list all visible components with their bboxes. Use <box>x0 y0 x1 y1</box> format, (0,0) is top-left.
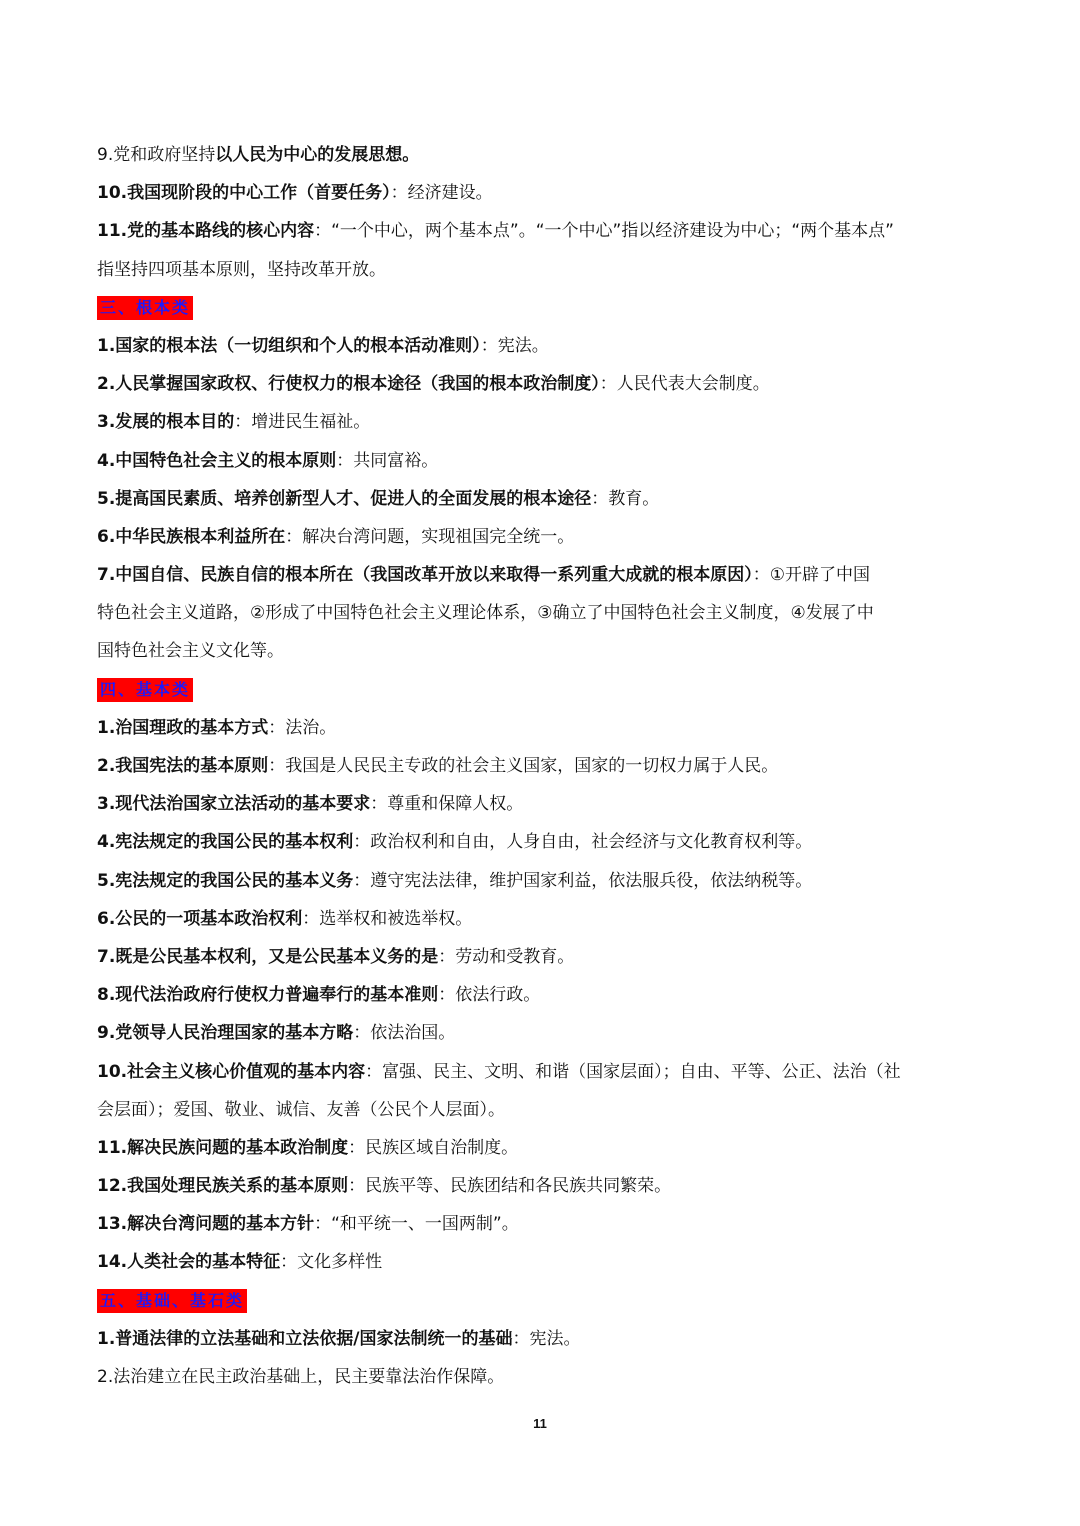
item-text: 9.党和政府坚持 <box>97 145 216 165</box>
text-line <box>97 900 987 938</box>
item-term: 1.治国理政的基本方式 <box>97 717 269 738</box>
item-term: 5.提高国民素质、培养创新型人才、促进人的全面发展的根本途径 <box>97 488 592 509</box>
item-term: 1.国家的根本法（一切组织和个人的根本活动准则） <box>97 335 481 356</box>
text-line <box>97 174 987 212</box>
item-text: ：依法行政。 <box>438 985 541 1006</box>
text-line <box>97 442 987 480</box>
text-line <box>97 1129 987 1167</box>
item-text: ：人民代表大会制度。 <box>599 374 770 395</box>
item-text: 指坚持四项基本原则，坚持改革开放。 <box>97 259 386 280</box>
item-term: 3.发展的根本目的 <box>97 412 235 433</box>
item-text: ：增进民生福祉。 <box>234 412 371 433</box>
text-line <box>97 785 987 823</box>
text-line <box>97 1243 987 1281</box>
text-line <box>97 136 987 174</box>
item-text: ：政治权利和自由，人身自由，社会经济与文化教育权利等。 <box>353 832 813 853</box>
page-number: 11 <box>533 1416 547 1431</box>
item-text: ：民族区域自治制度。 <box>348 1137 519 1158</box>
item-term: 1.普通法律的立法基础和立法依据/国家法制统一的基础 <box>97 1328 513 1349</box>
text-line <box>97 480 987 518</box>
item-term: 13.解决台湾问题的基本方针 <box>97 1214 315 1235</box>
text-line <box>97 251 987 289</box>
item-text: ：解决台湾问题，实现祖国完全统一。 <box>285 526 575 547</box>
text-line <box>97 938 987 976</box>
text-line <box>97 556 987 594</box>
item-term: 14.人类社会的基本特征 <box>97 1252 281 1273</box>
item-term: 7.既是公民基本权利，又是公民基本义务的是 <box>97 946 439 967</box>
text-line <box>97 1320 987 1358</box>
section-header: 四、基本类 <box>97 678 193 702</box>
text-line <box>97 747 987 785</box>
text-line <box>97 976 987 1014</box>
text-line <box>97 1167 987 1205</box>
section-header: 三、根本类 <box>97 296 193 320</box>
text-line <box>97 709 987 747</box>
text-line <box>97 518 987 556</box>
text-line <box>97 212 987 250</box>
text-line <box>97 862 987 900</box>
section-header: 五、基础、基石类 <box>97 1289 247 1313</box>
item-text: ：①开辟了中国 <box>752 565 871 586</box>
item-term: 4.宪法规定的我国公民的基本权利 <box>97 832 354 853</box>
item-text: ：“一个中心，两个基本点”。“一个中心”指以经济建设为中心；“两个基本点” <box>314 221 894 242</box>
text-line <box>97 823 987 861</box>
item-text: ：我国是人民民主专政的社会主义国家，国家的一切权力属于人民。 <box>268 756 779 776</box>
item-text: ：民族平等、民族团结和各民族共同繁荣。 <box>348 1176 672 1197</box>
text-line <box>97 365 987 403</box>
item-term: 10.我国现阶段的中心工作（首要任务） <box>97 183 391 204</box>
document-body <box>97 136 987 1396</box>
text-line <box>97 1358 987 1396</box>
item-text: 特色社会主义道路，②形成了中国特色社会主义理论体系，③确立了中国特色社会主义制度，④发展了中 <box>97 603 874 624</box>
text-line <box>97 1091 987 1129</box>
item-text: ：文化多样性 <box>280 1252 383 1273</box>
item-term: 10.社会主义核心价值观的基本内容 <box>97 1061 366 1082</box>
text-line <box>97 632 987 670</box>
text-line <box>97 1053 987 1091</box>
item-text: ：教育。 <box>591 488 660 509</box>
text-line <box>97 1014 987 1052</box>
section-header-row <box>97 289 987 327</box>
item-text: ：经济建设。 <box>390 183 493 204</box>
item-term: 11.解决民族问题的基本政治制度 <box>97 1137 349 1158</box>
text-line <box>97 403 987 441</box>
item-text: ：选举权和被选举权。 <box>302 908 473 929</box>
item-term: 7.中国自信、民族自信的根本所在（我国改革开放以来取得一系列重大成就的根本原因） <box>97 565 753 586</box>
item-text: ：尊重和保障人权。 <box>370 794 524 815</box>
item-text: 国特色社会主义文化等。 <box>97 641 284 662</box>
item-text: ：“和平统一、一国两制”。 <box>314 1214 519 1235</box>
item-term: 3.现代法治国家立法活动的基本要求 <box>97 794 371 815</box>
item-term: 6.中华民族根本利益所在 <box>97 526 286 547</box>
item-term: 2.我国宪法的基本原则 <box>97 756 269 776</box>
item-text: ：共同富裕。 <box>336 450 439 471</box>
item-term: 12.我国处理民族关系的基本原则 <box>97 1176 349 1197</box>
item-text: 会层面）；爱国、敬业、诚信、友善（公民个人层面）。 <box>97 1099 505 1120</box>
item-term: 6.公民的一项基本政治权利 <box>97 908 303 929</box>
item-text: ：遵守宪法法律，维护国家利益，依法服兵役，依法纳税等。 <box>353 870 813 891</box>
item-text: ：宪法。 <box>480 335 549 356</box>
item-term: 4.中国特色社会主义的根本原则 <box>97 450 337 471</box>
item-term: 11.党的基本路线的核心内容 <box>97 221 315 242</box>
item-term: 8.现代法治政府行使权力普遍奉行的基本准则 <box>97 985 439 1006</box>
item-term: 2.人民掌握国家政权、行使权力的根本途径（我国的根本政治制度） <box>97 374 600 395</box>
item-text: ：依法治国。 <box>353 1023 456 1044</box>
item-term-emphasis: 以人民为中心的发展思想。 <box>215 145 420 165</box>
item-text: ：宪法。 <box>512 1328 581 1349</box>
text-line <box>97 1205 987 1243</box>
item-text: ：富强、民主、文明、和谐（国家层面）；自由、平等、公正、法治（社 <box>365 1061 901 1082</box>
item-text: ：法治。 <box>268 717 337 738</box>
section-header-row <box>97 1282 987 1320</box>
item-text: ：劳动和受教育。 <box>438 946 575 967</box>
text-line <box>97 594 987 632</box>
item-term: 5.宪法规定的我国公民的基本义务 <box>97 870 354 891</box>
item-text: 2.法治建立在民主政治基础上，民主要靠法治作保障。 <box>97 1367 505 1387</box>
item-term: 9.党领导人民治理国家的基本方略 <box>97 1023 354 1044</box>
text-line <box>97 327 987 365</box>
section-header-row <box>97 671 987 709</box>
